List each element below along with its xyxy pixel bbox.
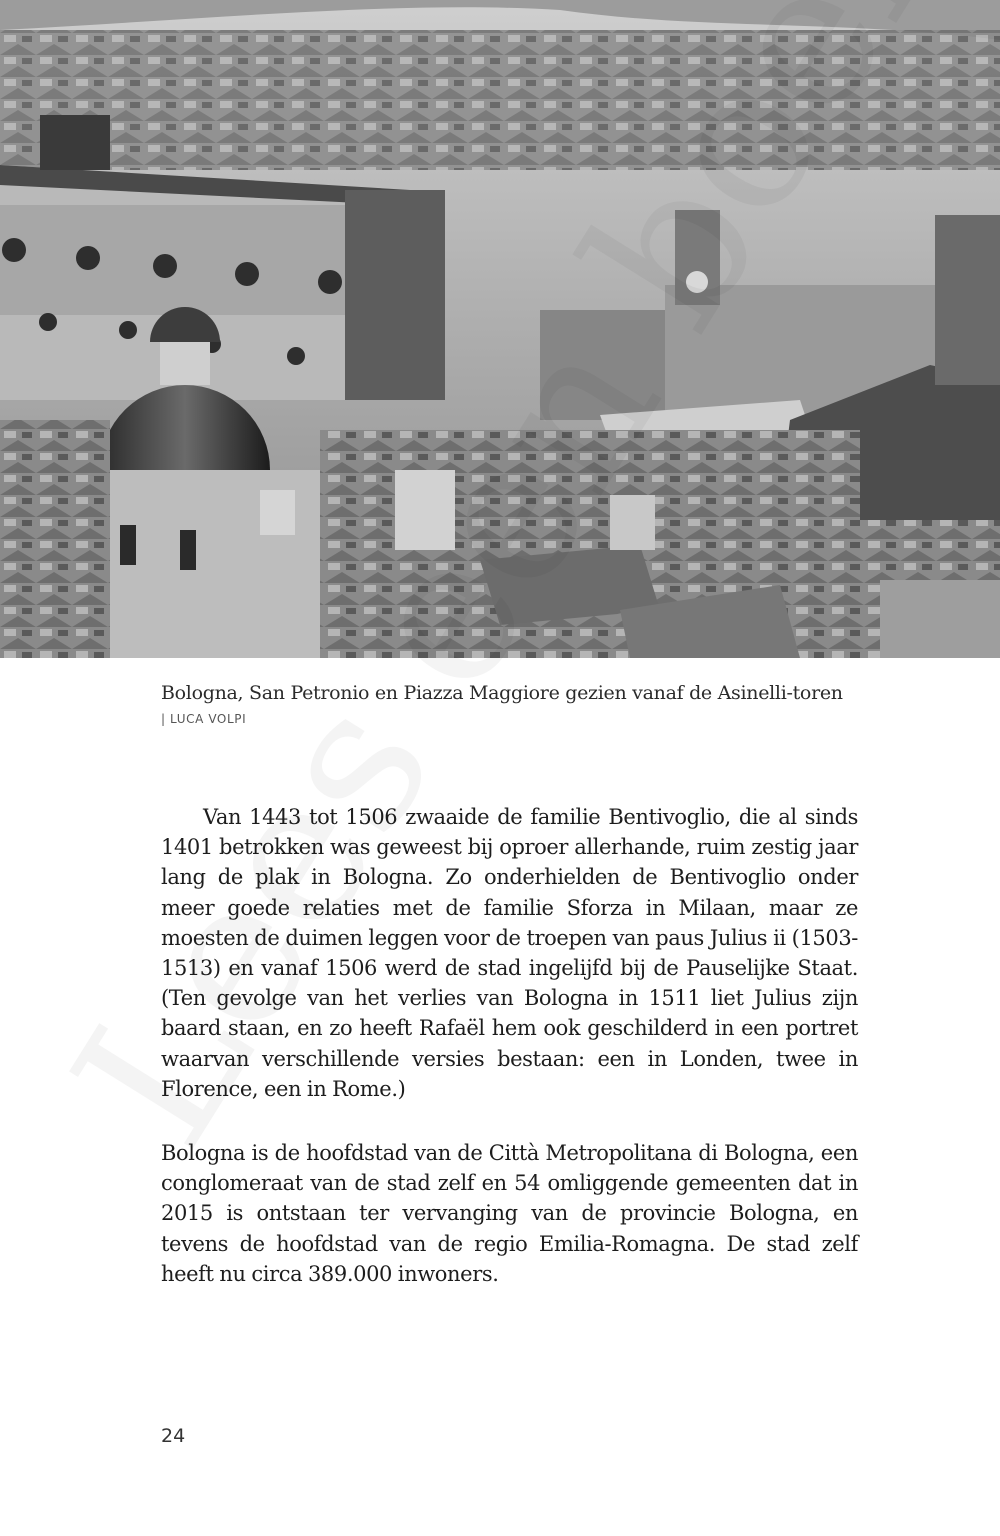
photo-credit: | LUCA VOLPI — [161, 712, 247, 726]
body-paragraph-2: Bologna is de hoofdstad van de Città Metropolitana di Bologna, een conglomeraat van de stad zelf en 54 omliggende gemeenten dat in 2015 is ontstaan ter vervanging van de provincie Bologna, en tevens de hoofdstad van de regio Emilia-Romagna. De stad zelf heeft nu circa 389.000 inwoners. — [161, 1141, 858, 1286]
page-number: 24 — [161, 1425, 186, 1447]
body-paragraph-1: Van 1443 tot 1506 zwaaide de familie Bentivoglio, die al sinds 1401 betrokken was geweest bij oproer allerhande, ruim zestig jaar lang de plak in Bologna. Zo onderhielden de Bentivoglio onder meer goede relaties met de familie Sforza in Milaan, maar ze moesten de duimen leggen voor de troepen van paus Julius ii (1503-1513) en vanaf 1506 werd de stad ingelijfd bij de Pauselijke Staat. (Ten gevolge van het verlies van Bologna in 1511 liet Julius zijn baard staan, en zo heeft Rafaël hem ook geschilderd in een portret waarvan verschillende versies bestaan: een in Londen, twee in Florence, een in Rome.) — [161, 805, 858, 1101]
city-panorama-photo — [0, 0, 1000, 658]
photo-caption: Bologna, San Petronio en Piazza Maggiore gezien vanaf de Asinelli-toren — [161, 682, 843, 704]
